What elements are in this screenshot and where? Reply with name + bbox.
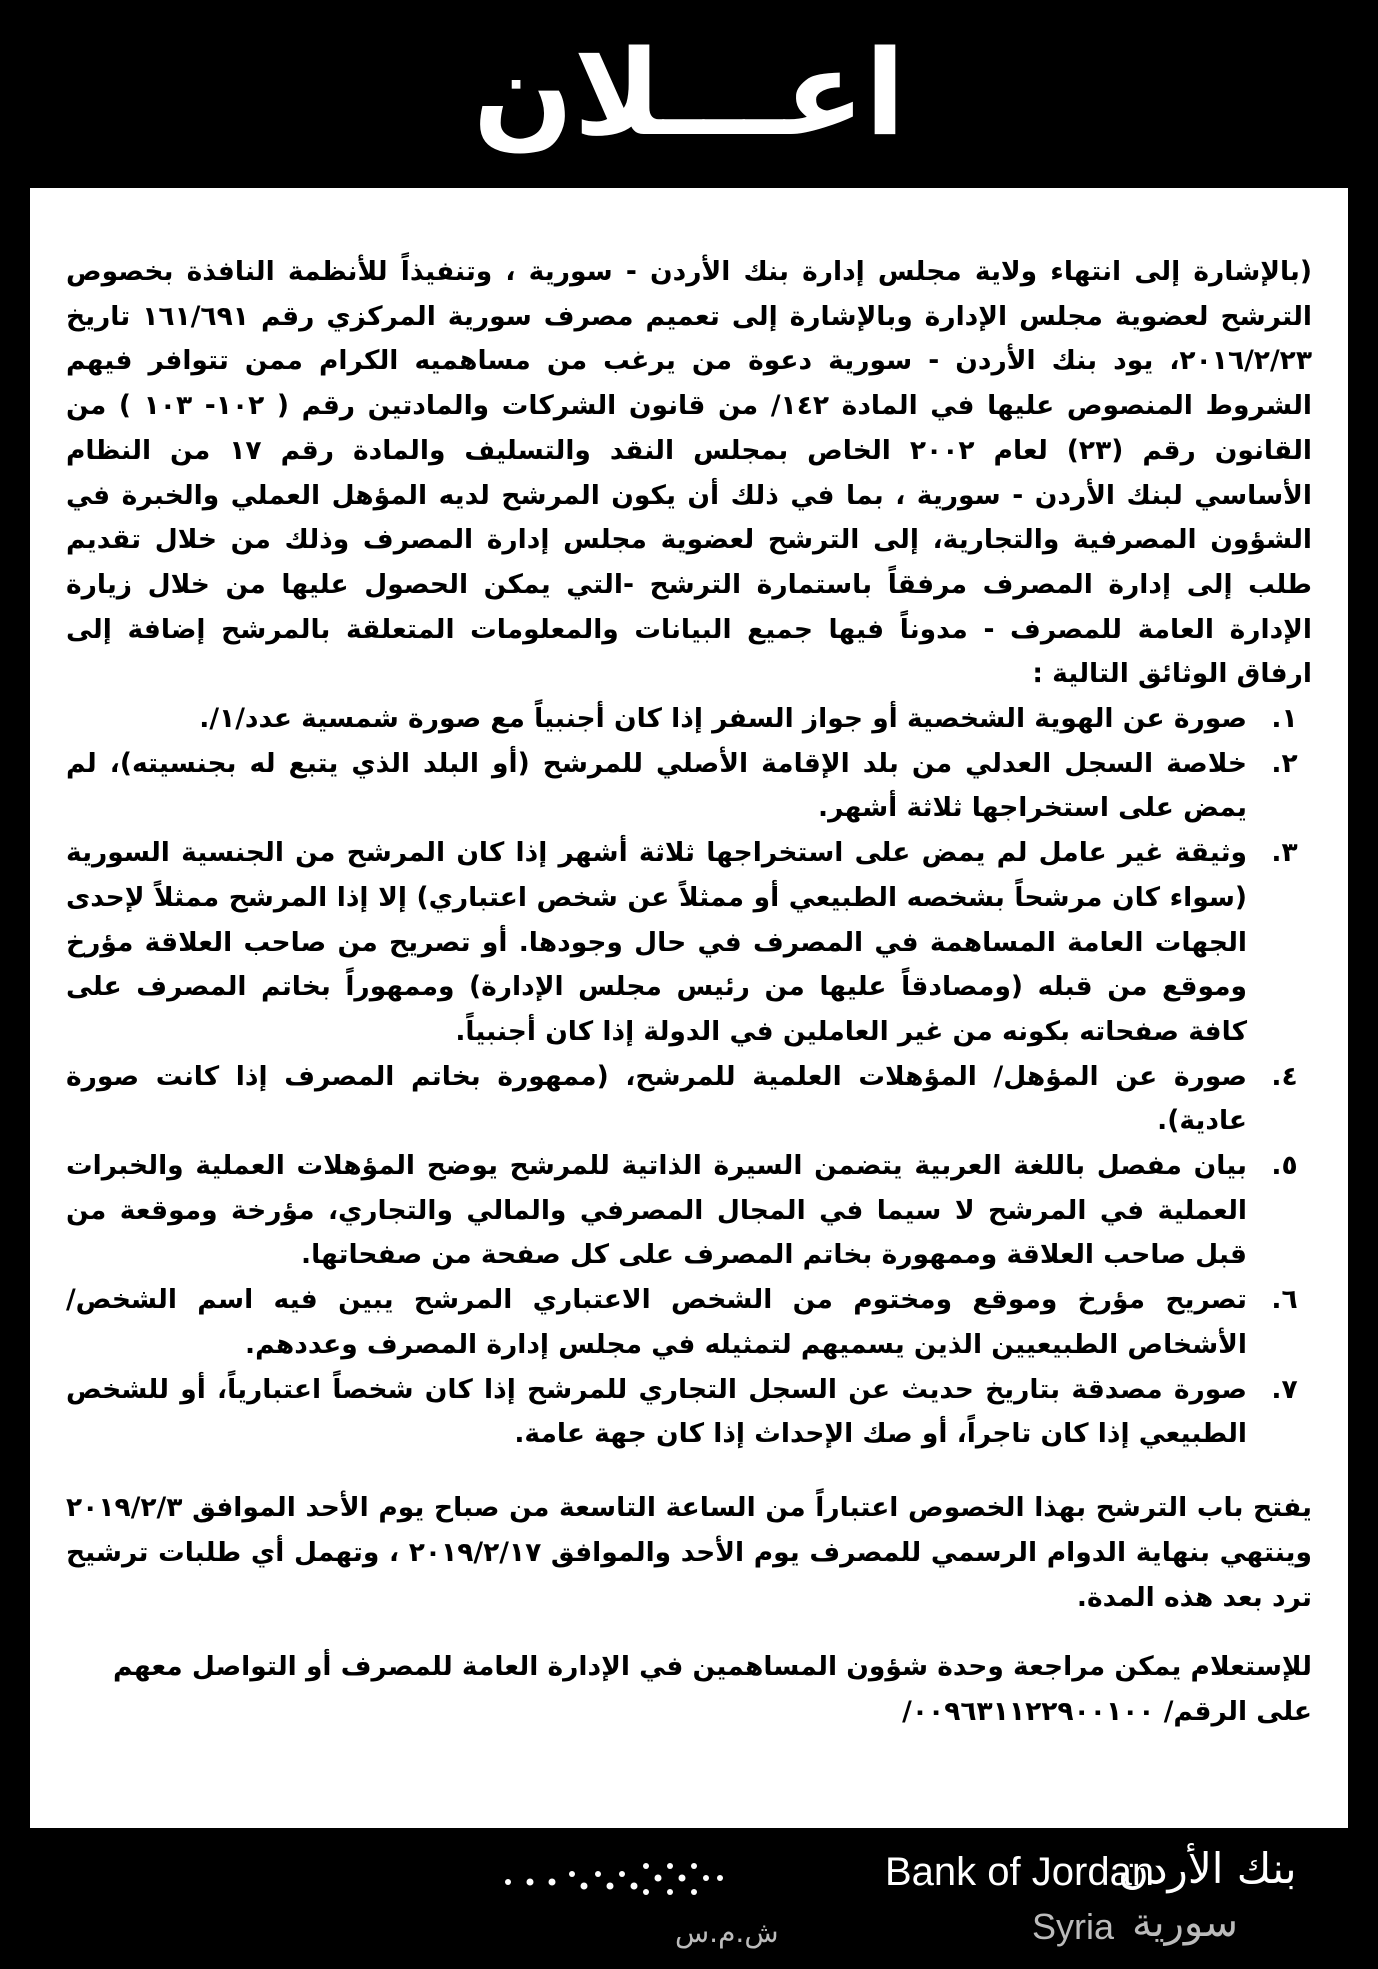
brand-name-arabic: بنك الأردن: [1118, 1844, 1297, 1893]
document-item-4: [66, 1055, 1312, 1144]
document-item-6: [66, 1278, 1312, 1367]
application-period: يفتح باب الترشح بهذا الخصوص اعتباراً من الساعة التاسعة من صباح يوم الأحد الموافق ٢٠١٩/٢/٣ وينتهي بنهاية الدوام الرسمي للمصرف يوم الأحد والموافق ٢٠١٩/٢/١٧ ، وتهمل أي طلبات ترشيح ترد بعد هذه المدة.: [66, 1491, 1312, 1613]
document-item-7: [66, 1368, 1312, 1457]
item-number: ٣.: [1271, 837, 1298, 869]
contact-line: للإستعلام يمكن مراجعة وحدة شؤون المساهمين في الإدارة العامة للمصرف أو التواصل معهم: [113, 1650, 1312, 1682]
dots-pattern-icon: [500, 1852, 730, 1926]
brand-country-english: Syria: [1032, 1906, 1115, 1947]
item-text: صورة عن الهوية الشخصية أو جواز السفر إذا كان أجنبياً مع صورة شمسية عدد/١/.: [199, 703, 1247, 735]
announcement-body: [30, 188, 1348, 1828]
item-number: ٥.: [1271, 1150, 1298, 1182]
item-text: وثيقة غير عامل لم يمض على استخراجها ثلاثة أشهر إذا كان المرشح من الجنسية السورية (سواء كان مرشحاً بشخصه الطبيعي أو ممثلاً عن شخص اعتباري) إلا إذا المرشح ممثلاً لإحدى الجهات العامة المساهمة في المصرف في حال وجودها. أو تصريح من صاحب العلاقة مؤرخ وموقع من قبله (ومصادقاً عليها من رئيس مجلس الإدارة) وممهوراً بخاتم المصرف على كافة صفحاته بكونه من غير العاملين في الدولة إذا كان أجنبياً.: [66, 837, 1247, 1047]
announcement-header: [0, 0, 1378, 186]
company-type-label: ش.م.س: [675, 1916, 779, 1949]
item-text: صورة عن المؤهل/ المؤهلات العلمية للمرشح، (ممهورة بخاتم المصرف إذا كانت صورة عادية).: [66, 1060, 1247, 1137]
document-item-2: [66, 742, 1312, 831]
announcement-title: اعـــلان: [472, 24, 906, 162]
item-number: ١.: [1271, 703, 1298, 735]
item-number: ٦.: [1271, 1284, 1298, 1316]
intro-paragraph: (بالإشارة إلى انتهاء ولاية مجلس إدارة بنك الأردن - سورية ، وتنفيذاً للأنظمة النافذة بخصوص الترشح لعضوية مجلس الإدارة وبالإشارة إلى تعميم مصرف سورية المركزي رقم ١٦١/٦٩١ تاريخ ٢٠١٦/٢/٢٣، يود بنك الأردن - سورية دعوة من يرغب من مساهميه الكرام ممن تتوافر فيهم الشروط المنصوص عليها في المادة ١٤٢/ من قانون الشركات والمادتين رقم ( ١٠٢- ١٠٣ ) من القانون رقم (٢٣) لعام ٢٠٠٢ الخاص بمجلس النقد والتسليف والمادة رقم ١٧ من النظام الأساسي لبنك الأردن - سورية ، بما في ذلك أن يكون المرشح لديه المؤهل العملي والخبرة في الشؤون المصرفية والتجارية، إلى الترشح لعضوية مجلس إدارة المصرف وذلك من خلال تقديم طلب إلى إدارة المصرف مرفقاً باستمارة الترشح -التي يمكن الحصول عليها من خلال زيارة الإدارة العامة للمصرف - مدوناً فيها جميع البيانات والمعلومات المتعلقة بالمرشح إضافة إلى ارفاق الوثائق التالية :: [66, 256, 1313, 690]
item-number: ٢.: [1271, 747, 1298, 779]
item-text: خلاصة السجل العدلي من بلد الإقامة الأصلي للمرشح (أو البلد الذي يتبع له بجنسيته)، لم يمض على استخراجها ثلاثة أشهر.: [66, 747, 1247, 824]
footer-bar: [0, 1828, 1378, 1969]
brand-country-arabic: سورية: [1132, 1900, 1239, 1946]
document-item-1: [66, 697, 1312, 742]
documents-list: [66, 697, 1312, 1457]
document-item-3: [66, 831, 1312, 1055]
item-text: تصريح مؤرخ وموقع ومختوم من الشخص الاعتباري المرشح يبين فيه اسم الشخص/ الأشخاص الطبيعيين الذين يسميهم لتمثيله في مجلس إدارة المصرف وعددهم.: [66, 1284, 1247, 1360]
document-item-5: [66, 1144, 1312, 1278]
item-text: بيان مفصل باللغة العربية يتضمن السيرة الذاتية للمرشح يوضح المؤهلات العملية والخبرات العملية في المرشح لا سيما في المجال المصرفي والمالي والتجاري، مؤرخة وموقعة من قبل صاحب العلاقة وممهورة بخاتم المصرف على كل صفحة من صفحاتها.: [66, 1150, 1247, 1271]
item-number: ٧.: [1271, 1373, 1298, 1405]
contact-phone: على الرقم/ ٠٠٩٦٣١١٢٢٩٠٠١٠٠/: [902, 1695, 1312, 1727]
item-text: صورة مصدقة بتاريخ حديث عن السجل التجاري للمرشح إذا كان شخصاً اعتبارياً، أو للشخص الطبيعي إذا كان تاجراً، أو صك الإحداث إذا كان جهة عامة.: [66, 1373, 1247, 1450]
brand-name-english: Bank of Jordan: [885, 1850, 1155, 1894]
item-number: ٤.: [1271, 1060, 1298, 1092]
